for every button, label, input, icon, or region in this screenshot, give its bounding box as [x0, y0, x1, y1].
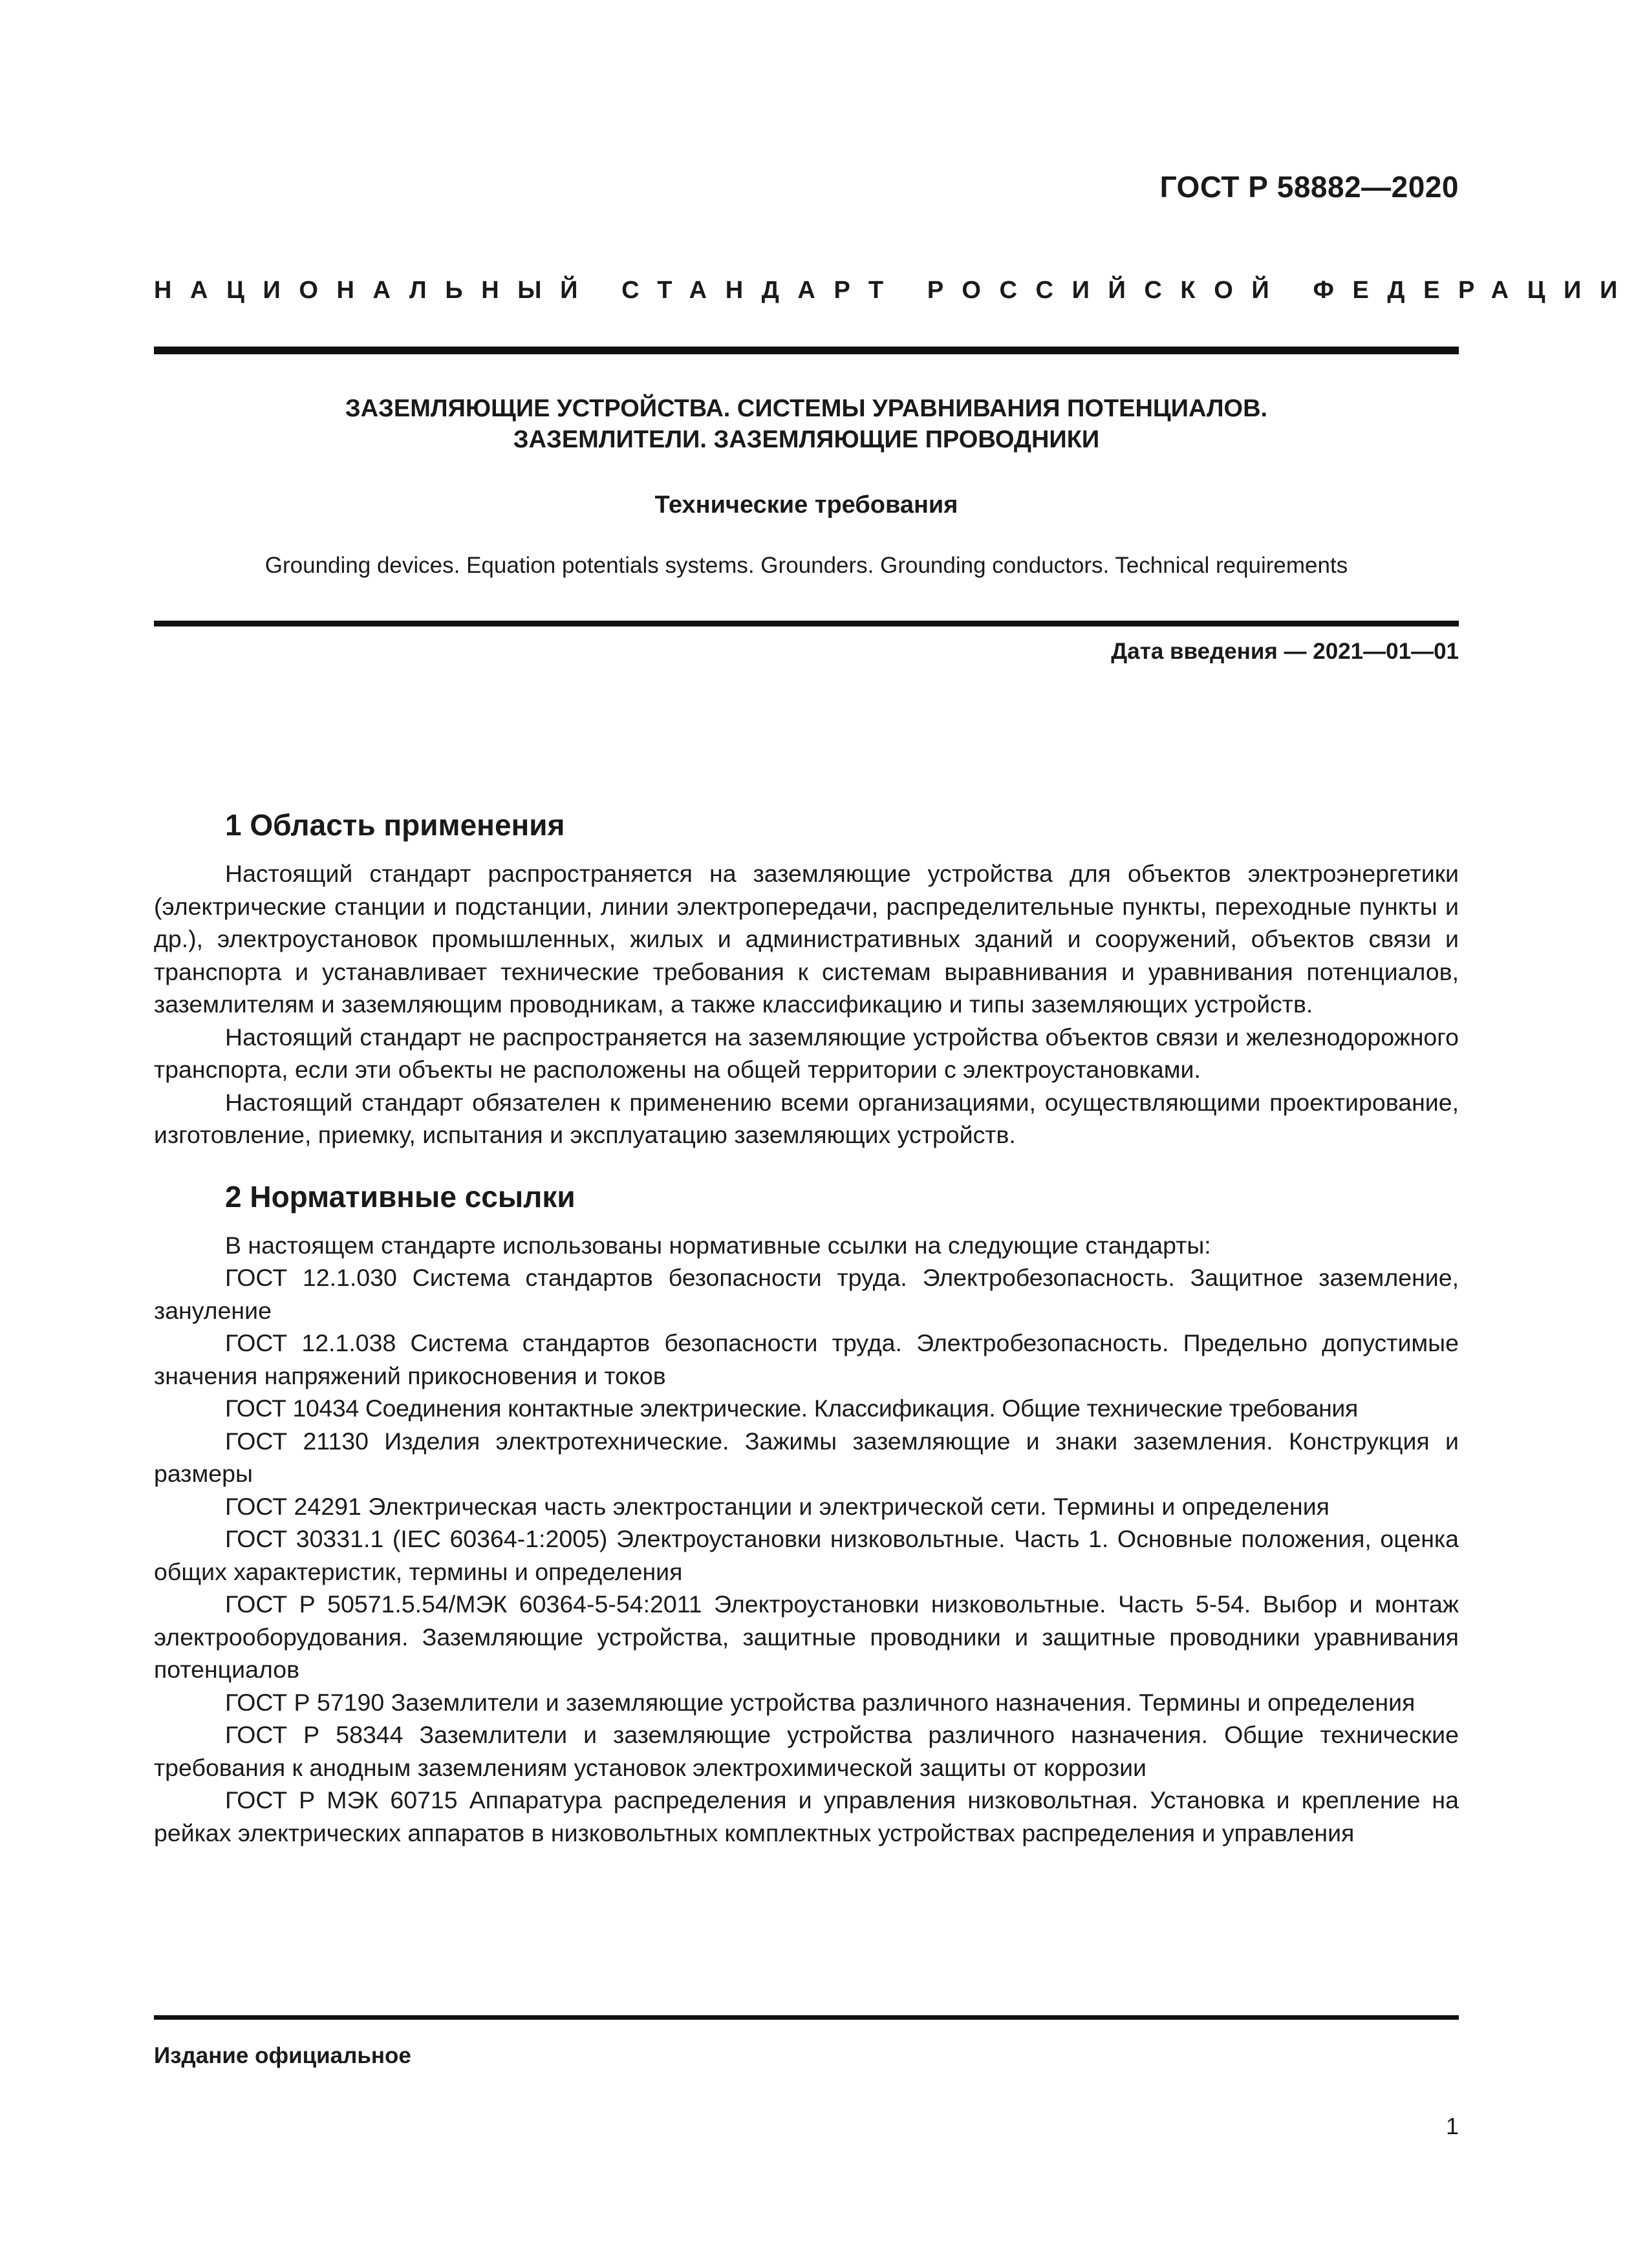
section-paragraph: Настоящий стандарт обязателен к применению всеми организациями, осуществляющими проектирование, изготовление, приемку, испытания и эксплуатацию заземляющих устройств. [154, 1088, 1459, 1148]
reference-item: ГОСТ Р МЭК 60715 Аппаратура распределения и управления низковольтная. Установка и крепление на рейках электрических аппаратов в низковольтных комплектных устройствах распределения и управления [154, 1786, 1459, 1846]
reference-item: ГОСТ 24291 Электрическая часть электростанции и электрической сети. Термины и определения [225, 1492, 1329, 1520]
footer-rule [154, 2015, 1459, 2020]
page-number: 1 [1445, 2113, 1459, 2139]
section-paragraph: В настоящем стандарте использованы нормативные ссылки на следующие стандарты: [225, 1231, 1211, 1259]
reference-item: ГОСТ 10434 Соединения контактные электрические. Классификация. Общие технические требования [225, 1395, 1358, 1422]
document-title [154, 393, 1459, 455]
section-paragraph: Настоящий стандарт не распространяется на заземляющие устройства объектов связи и железнодорожного транспорта, если эти объекты не расположены на общей территории с электроустановками. [154, 1023, 1459, 1083]
title-line-1: ЗАЗЕМЛЯЮЩИЕ УСТРОЙСТВА. СИСТЕМЫ УРАВНИВАНИЯ ПОТЕНЦИАЛОВ. [345, 395, 1268, 422]
section-heading: 1 Область применения [225, 808, 565, 842]
top-rule [154, 347, 1459, 354]
introduction-date: Дата введения — 2021—01—01 [1111, 639, 1459, 664]
title-line-2: ЗАЗЕМЛИТЕЛИ. ЗАЗЕМЛЯЮЩИЕ ПРОВОДНИКИ [513, 426, 1100, 453]
reference-item: ГОСТ Р 58344 Заземлители и заземляющие устройства различного назначения. Общие технические требования к анодным заземлениям установок электрохимической защиты от коррозии [154, 1721, 1459, 1781]
section-heading: 2 Нормативные ссылки [225, 1179, 576, 1214]
reference-item: ГОСТ 30331.1 (IEC 60364-1:2005) Электроустановки низковольтные. Часть 1. Основные положения, оценка общих характеристик, термины и определения [154, 1525, 1459, 1585]
english-title: Grounding devices. Equation potentials systems. Grounders. Grounding conductors. Technical requirements [264, 553, 1348, 578]
national-standard-title: НАЦИОНАЛЬНЫЙ СТАНДАРТ РОССИЙСКОЙ ФЕДЕРАЦИИ [154, 277, 1636, 304]
reference-item: ГОСТ Р 57190 Заземлители и заземляющие устройства различного назначения. Термины и определения [225, 1688, 1415, 1716]
reference-item: ГОСТ 21130 Изделия электротехнические. Зажимы заземляющие и знаки заземления. Конструкция и размеры [154, 1427, 1459, 1487]
section-paragraph: Настоящий стандарт распространяется на заземляющие устройства для объектов электроэнергетики (электрические станции и подстанции, линии электропередачи, распределительные пункты, переходные пункты и др.), электроустановок промышленных, жилых и административных зданий и сооружений, объектов связи и транспорта и устанавливает технические требования к системам выравнивания и уравнивания потенциалов, заземлителям и заземляющим проводникам, а также классификацию и типы заземляющих устройств. [154, 860, 1459, 1018]
title-bottom-rule [154, 621, 1459, 626]
reference-item: ГОСТ Р 50571.5.54/МЭК 60364-5-54:2011 Электроустановки низковольтные. Часть 5-54. Выбор и монтаж электрооборудования. Заземляющие устройства, защитные проводники и защитные проводники уравнивания потенциалов [154, 1590, 1459, 1683]
reference-item: ГОСТ 12.1.038 Система стандартов безопасности труда. Электробезопасность. Предельно допустимые значения напряжений прикосновения и токов [154, 1329, 1459, 1389]
document-body [154, 806, 1459, 1849]
document-subtitle: Технические требования [654, 491, 958, 519]
reference-item: ГОСТ 12.1.030 Система стандартов безопасности труда. Электробезопасность. Защитное заземление, зануление [154, 1264, 1459, 1324]
document-page [154, 0, 1636, 2268]
official-edition-note: Издание официальное [154, 2043, 411, 2068]
standard-designation: ГОСТ Р 58882—2020 [1159, 170, 1459, 204]
